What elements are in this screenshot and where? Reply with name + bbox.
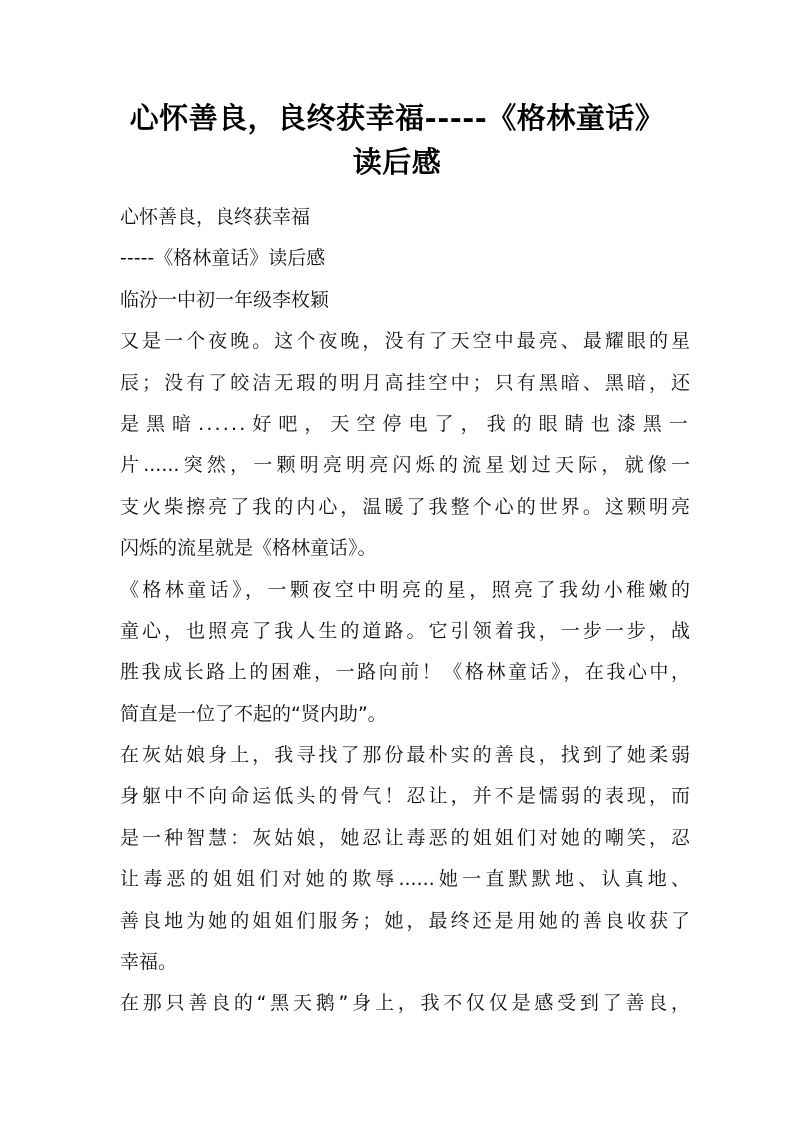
subtitle-line: 心怀善良，良终获幸福 [120,206,311,228]
text-line: 片......突然，一颗明亮明亮闪烁的流星划过天际，就像一 [120,454,690,477]
subtitle-book-line: -----《格林童话》读后感 [120,247,326,270]
text-line: 善良地为她的姐姐们服务；她，最终还是用她的善良收获了 [120,909,690,932]
document-title [110,96,684,184]
text-line: 简直是一位了不起的“贤内助”。 [120,702,387,725]
text-line: 幸福。 [120,951,178,974]
text-line: 童心，也照亮了我人生的道路。它引领着我，一步一步，战 [120,619,690,642]
text-line: 闪烁的流星就是《格林童话》。 [120,537,377,560]
text-line: 在那只善良的“黑天鹅”身上，我不仅仅是感受到了善良， [120,992,690,1015]
text-line: 《格林童话》，一颗夜空中明亮的星，照亮了我幼小稚嫩的 [120,578,690,601]
text-line: 是一种智慧：灰姑娘，她忍让毒恶的姐姐们对她的嘲笑，忍 [120,826,690,849]
author-line: 临汾一中初一年级李枚颖 [120,288,330,311]
title-line-1: 心怀善良，良终获幸福-----《格林童话》 [129,101,665,135]
title-line-2: 读后感 [352,145,442,179]
text-line: 身躯中不向命运低头的骨气！忍让，并不是懦弱的表现，而 [120,785,690,808]
document-body [120,197,690,1025]
text-line: 是黑暗......好吧，天空停电了，我的眼睛也漆黑一 [120,412,690,435]
text-line: 支火柴擦亮了我的内心，温暖了我整个心的世界。这颗明亮 [120,495,690,518]
text-line: 辰；没有了皎洁无瑕的明月高挂空中；只有黑暗、黑暗，还 [120,371,690,394]
text-line: 胜我成长路上的困难，一路向前！《格林童话》，在我心中， [120,661,690,684]
text-line: 又是一个夜晚。这个夜晚，没有了天空中最亮、最耀眼的星 [120,330,690,353]
text-line: 让毒恶的姐姐们对她的欺辱......她一直默默地、认真地、 [120,868,690,891]
text-line: 在灰姑娘身上，我寻找了那份最朴实的善良，找到了她柔弱 [120,744,690,767]
